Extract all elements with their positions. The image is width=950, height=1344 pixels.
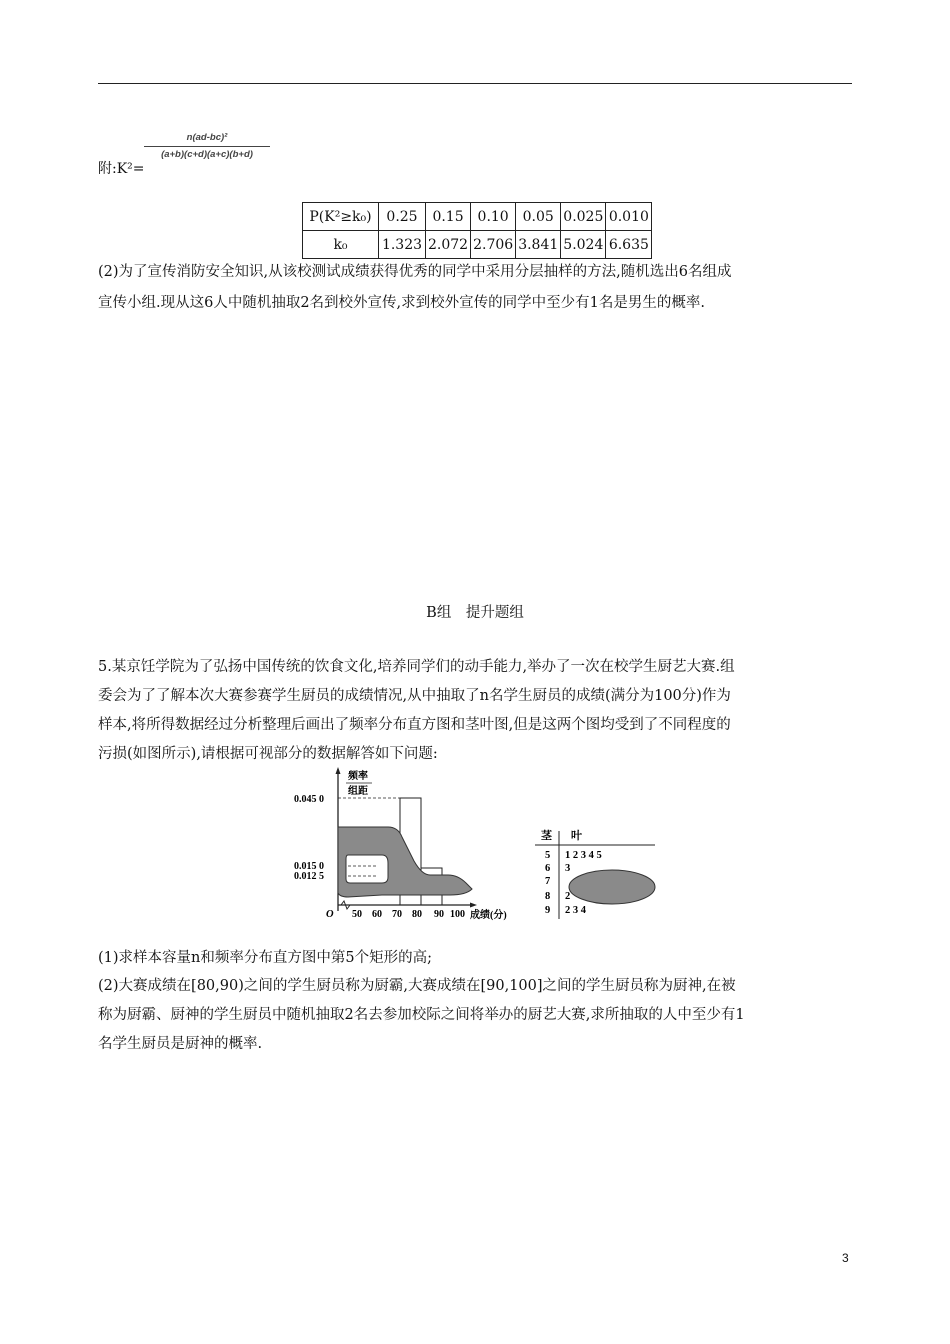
frequency-histogram (290, 765, 507, 925)
table-header-cell: P(K²≥k₀) (303, 203, 379, 231)
x-tick-label: 70 (392, 909, 402, 920)
stem-value: 8 (545, 891, 551, 902)
ink-stain (569, 870, 655, 904)
table-cell: 2.706 (471, 231, 516, 259)
table-row (303, 203, 652, 231)
q5-part2-line2: 称为厨霸、厨神的学生厨员中随机抽取2名去参加校际之间将举办的厨艺大赛,求所抽取的人中至少有1 (98, 1007, 745, 1023)
table-cell: 3.841 (516, 231, 561, 259)
table-row (303, 231, 652, 259)
y-tick-label: 0.015 0 (294, 861, 324, 872)
x-tick-label: 60 (372, 909, 382, 920)
q5-line3: 样本,将所得数据经过分析整理后画出了频率分布直方图和茎叶图,但是这两个图均受到了不同程度的 (98, 717, 731, 733)
origin-label: O (326, 909, 334, 920)
leaf-values: 2 (565, 891, 571, 902)
table-cell: 5.024 (561, 231, 606, 259)
table-cell: 0.15 (426, 203, 471, 231)
stem-value: 7 (545, 876, 551, 887)
section-title: B组 提升题组 (426, 605, 524, 621)
q5-part2-line1: (2)大赛成绩在[80,90)之间的学生厨员称为厨霸,大赛成绩在[90,100]之间的学生厨员称为厨神,在被 (98, 978, 736, 994)
q4-part2-line2: 宣传小组.现从这6人中随机抽取2名到校外宣传,求到校外宣传的同学中至少有1名是男生的概率. (98, 295, 705, 311)
table-cell: 0.10 (471, 203, 516, 231)
q4-part2-line1: (2)为了宣传消防安全知识,从该校测试成绩获得优秀的同学中采用分层抽样的方法,随机选出6名组成 (98, 264, 732, 280)
y-label-top: 频率 (348, 771, 368, 782)
formula-fraction (144, 132, 270, 160)
leaf-values: 3 (565, 863, 571, 874)
formula-numerator: n(ad-bc)² (186, 132, 228, 143)
x-tick-label: 50 (352, 909, 362, 920)
page-number: 3 (842, 1251, 849, 1265)
formula-denominator: (a+b)(c+d)(a+c)(b+d) (161, 149, 253, 160)
table-header-cell: k₀ (303, 231, 379, 259)
y-axis-arrow (336, 767, 341, 774)
table-cell: 0.010 (606, 203, 652, 231)
x-axis-arrow (470, 903, 477, 908)
x-tick-label: 90 (434, 909, 444, 920)
q5-part2-line3: 名学生厨员是厨神的概率. (98, 1036, 263, 1052)
y-tick-label: 0.045 0 (294, 794, 324, 805)
table-cell: 0.025 (561, 203, 606, 231)
x-tick-label: 100 (450, 909, 465, 920)
ink-stain (338, 827, 472, 897)
fraction-bar (144, 146, 270, 147)
formula-label: 附:K²= (98, 161, 145, 177)
table-cell: 0.25 (379, 203, 426, 231)
leaf-header: 叶 (571, 830, 582, 842)
header-rule (98, 83, 852, 84)
y-label-bottom: 组距 (348, 786, 368, 797)
table-cell: 2.072 (426, 231, 471, 259)
y-tick-label: 0.012 5 (294, 871, 324, 882)
q5-part1: (1)求样本容量n和频率分布直方图中第5个矩形的高; (98, 950, 432, 966)
leaf-values: 2 3 4 (565, 905, 586, 916)
stem-value: 6 (545, 863, 551, 874)
stem-header: 茎 (541, 830, 552, 842)
table-cell: 0.05 (516, 203, 561, 231)
stem-value: 9 (545, 905, 551, 916)
critical-value-table (302, 202, 652, 259)
x-tick-label: 80 (412, 909, 422, 920)
stem-value: 5 (545, 850, 551, 861)
table-cell: 6.635 (606, 231, 652, 259)
table-cell: 1.323 (379, 231, 426, 259)
q5-line4: 污损(如图所示),请根据可视部分的数据解答如下问题: (98, 746, 438, 762)
leaf-values: 1 2 3 4 5 (565, 850, 602, 861)
stem-leaf-plot (535, 825, 665, 921)
q5-line1: 5.某京饪学院为了弘扬中国传统的饮食文化,培养同学们的动手能力,举办了一次在校学生厨艺大赛.组 (98, 659, 735, 675)
x-axis-label: 成绩(分) (470, 910, 507, 921)
q5-line2: 委会为了了解本次大赛参赛学生厨员的成绩情况,从中抽取了n名学生厨员的成绩(满分为100分)作为 (98, 688, 731, 704)
